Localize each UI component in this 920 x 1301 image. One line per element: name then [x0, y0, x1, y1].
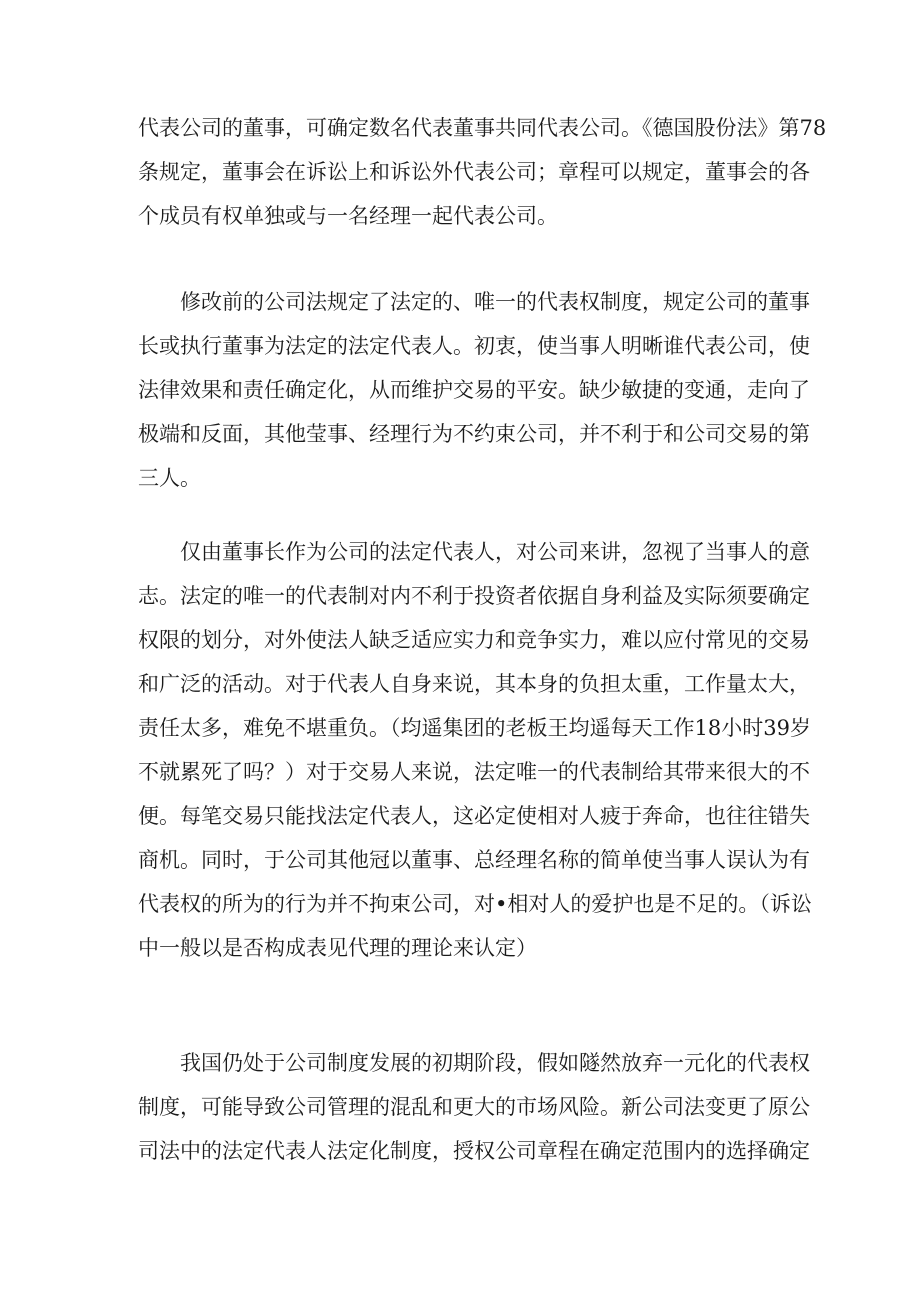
paragraph-2 [138, 280, 810, 500]
paragraph-3 [138, 530, 812, 970]
text-line: 志。法定的唯一的代表制对内不利于投资者依据自身利益及实际须要确定 [138, 584, 810, 608]
text-line: 便。每笔交易只能找法定代表人，这必定使相对人疲于奔命，也往往错失 [138, 804, 810, 828]
text-line: 我国仍处于公司制度发展的初期阶段，假如隧然放弃一元化的代表权 [180, 1051, 810, 1075]
text-line: 法律效果和责任确定化，从而维护交易的平安。缺少敏捷的变通，走向了 [138, 378, 810, 402]
text-line: 代表公司的董事，可确定数名代表董事共同代表公司。《德国股份法》第78 [138, 116, 827, 140]
text-line: 代表权的所为的行为并不拘束公司，对•相对人的爱护也是不足的。（诉讼 [138, 892, 812, 916]
text-line: 责任太多，难免不堪重负。（均遥集团的老板王均遥每天工作18小时39岁 [138, 716, 811, 740]
text-line: 长或执行董事为法定的法定代表人。初衷，使当事人明晰谁代表公司，使 [138, 334, 810, 358]
text-line: 三人。 [138, 466, 201, 490]
text-line: 极端和反面，其他莹事、经理行为不约束公司，并不利于和公司交易的第 [138, 422, 810, 446]
text-line: 不就累死了吗？）对于交易人来说，法定唯一的代表制给其带来很大的不 [138, 760, 810, 784]
text-line: 条规定，董事会在诉讼上和诉讼外代表公司；章程可以规定，董事会的各 [138, 160, 810, 184]
text-line: 商机。同时，于公司其他冠以董事、总经理名称的简单使当事人误认为有 [138, 848, 810, 872]
text-line: 司法中的法定代表人法定化制度，授权公司章程在确定范围内的选择确定 [138, 1139, 810, 1163]
text-line: 仅由董事长作为公司的法定代表人，对公司来讲，忽视了当事人的意 [180, 540, 810, 564]
text-line: 修改前的公司法规定了法定的、唯一的代表权制度，规定公司的董事 [180, 290, 810, 314]
text-line: 个成员有权单独或与一名经理一起代表公司。 [138, 204, 558, 228]
text-line: 和广泛的活动。对于代表人自身来说，其本身的负担太重，工作量太大， [138, 672, 810, 696]
text-line: 权限的划分，对外使法人缺乏适应实力和竞争实力，难以应付常见的交易 [138, 628, 810, 652]
paragraph-4 [138, 1041, 810, 1173]
paragraph-1 [138, 106, 827, 238]
text-line: 中一般以是否构成表见代理的理论来认定） [138, 936, 537, 960]
text-line: 制度，可能导致公司管理的混乱和更大的市场风险。新公司法变更了原公 [138, 1095, 810, 1119]
